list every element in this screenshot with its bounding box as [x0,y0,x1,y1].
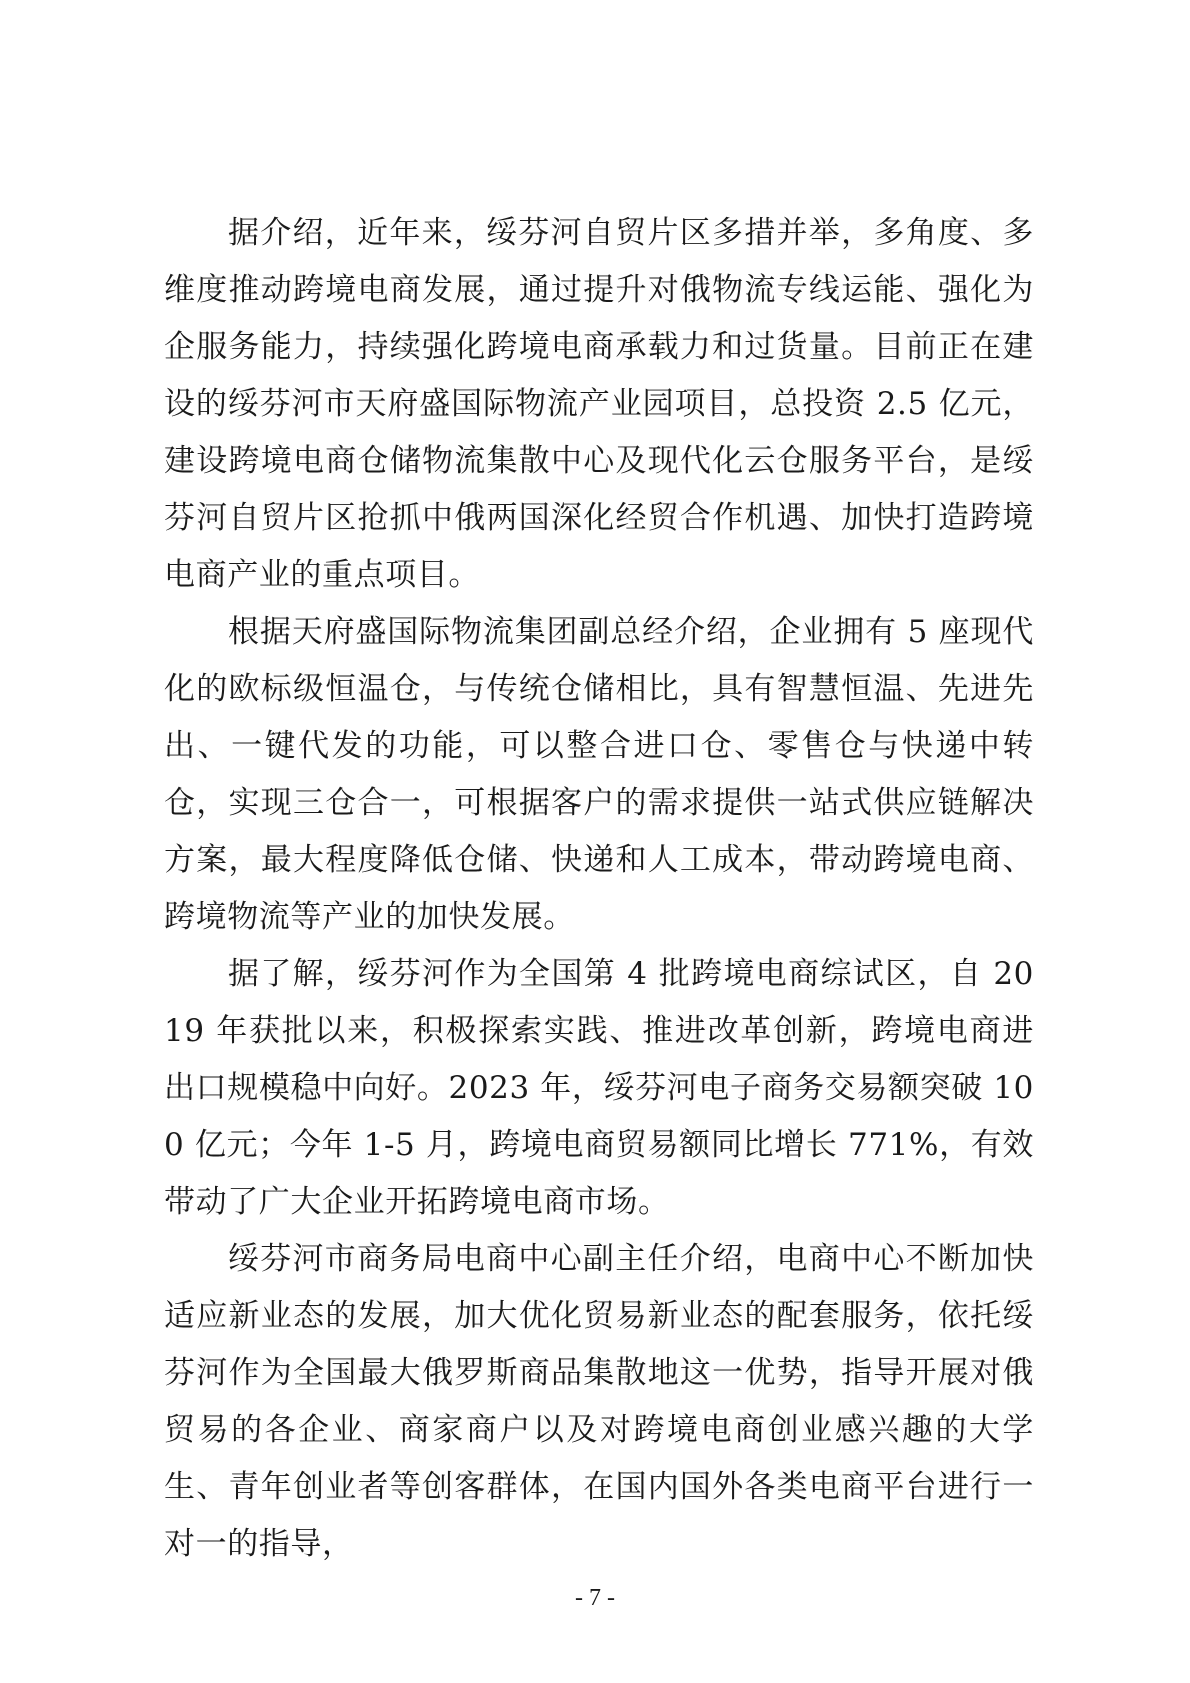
paragraph-2: 根据天府盛国际物流集团副总经介绍，企业拥有 5 座现代化的欧标级恒温仓，与传统仓储相比，具有智慧恒温、先进先出、一键代发的功能，可以整合进口仓、零售仓与快递中转仓，实现三仓合一，可根据客户的需求提供一站式供应链解决方案，最大程度降低仓储、快递和人工成本，带动跨境电商、跨境物流等产业的加快发展。 [164,614,1034,935]
paragraph-4: 绥芬河市商务局电商中心副主任介绍，电商中心不断加快适应新业态的发展，加大优化贸易新业态的配套服务，依托绥芬河作为全国最大俄罗斯商品集散地这一优势，指导开展对俄贸易的各企业、商家商户以及对跨境电商创业感兴趣的大学生、青年创业者等创客群体，在国内国外各类电商平台进行一对一的指导， [164,1241,1034,1562]
paragraph-1: 据介绍，近年来，绥芬河自贸片区多措并举，多角度、多维度推动跨境电商发展，通过提升对俄物流专线运能、强化为企服务能力，持续强化跨境电商承载力和过货量。目前正在建设的绥芬河市天府盛国际物流产业园项目，总投资 2.5 亿元，建设跨境电商仓储物流集散中心及现代化云仓服务平台，是绥芬河自贸片区抢抓中俄两国深化经贸合作机遇、加快打造跨境电商产业的重点项目。 [164,215,1034,593]
page-number: - 7 - [575,1585,615,1611]
body-text [164,205,1034,1573]
paragraph-3: 据了解，绥芬河作为全国第 4 批跨境电商综试区，自 2019 年获批以来，积极探索实践、推进改革创新，跨境电商进出口规模稳中向好。2023 年，绥芬河电子商务交易额突破 100 亿元；今年 1-5 月，跨境电商贸易额同比增长 771%，有效带动了广大企业开拓跨境电商市场。 [164,956,1034,1220]
